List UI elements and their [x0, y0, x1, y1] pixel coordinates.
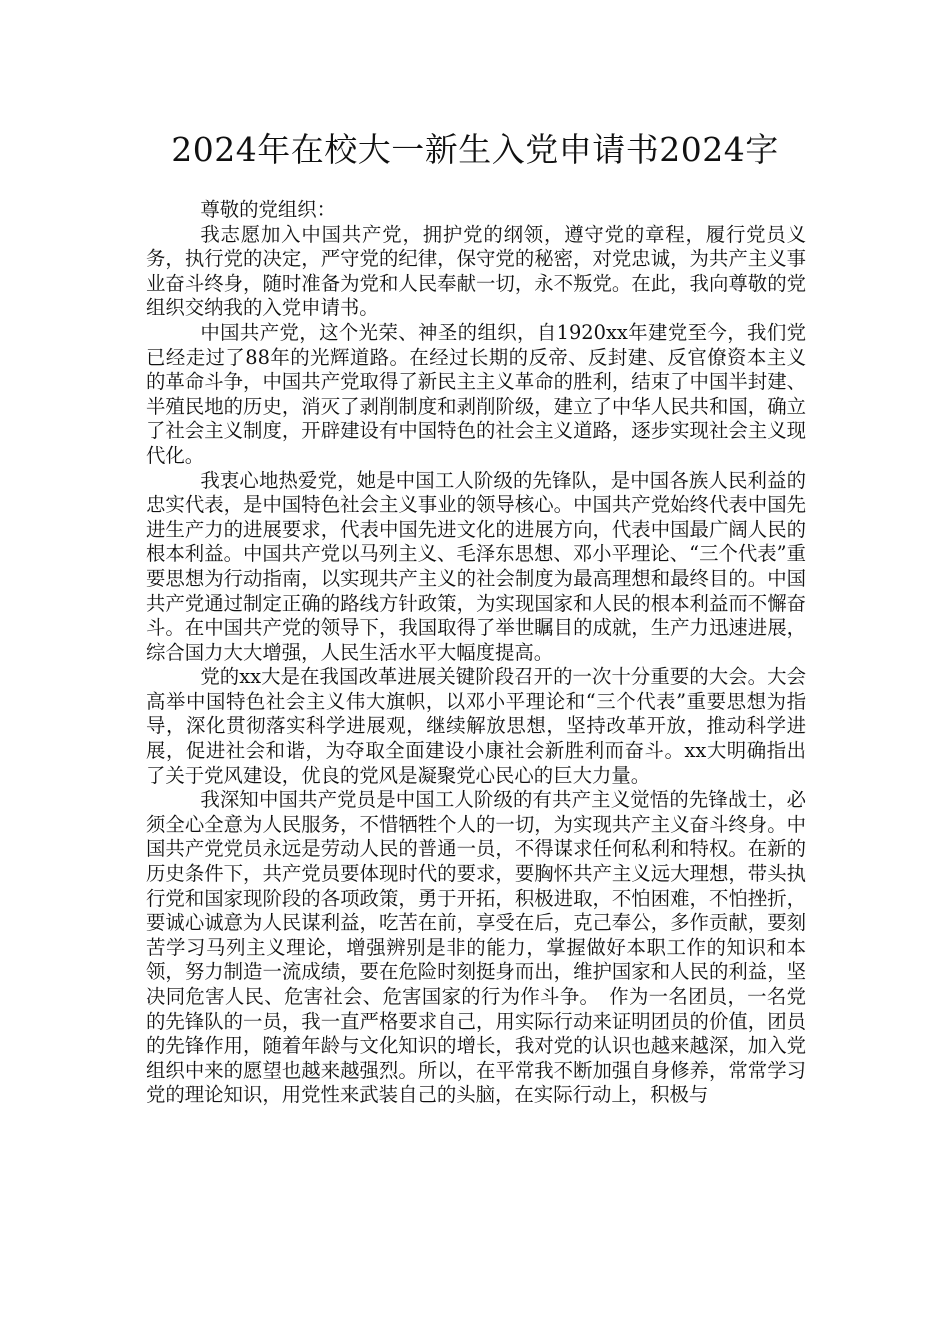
paragraph-1: 我志愿加入中国共产党，拥护党的纲领，遵守党的章程，履行党员义务，执行党的决定，严守党的纪律，保守党的秘密，对党忠诚，为共产主义事业奋斗终身，随时准备为党和人民奉献一切，永不叛党。在此，我向尊敬的党组织交纳我的入党申请书。 — [146, 222, 806, 320]
document-title: 2024年在校大一新生入党申请书2024字 — [171, 130, 779, 169]
paragraph-3: 我衷心地热爱党，她是中国工人阶级的先锋队，是中国各族人民利益的忠实代表，是中国特色社会主义事业的领导核心。中国共产党始终代表中国先进生产力的进展要求，代表中国先进文化的进展方向，代表中国最广阔人民的根本利益。中国共产党以马列主义、毛泽东思想、邓小平理论、“三个代表”重要思想为行动指南，以实现共产主义的社会制度为最高理想和最终目的。中国共产党通过制定正确的路线方针政策，为实现国家和人民的根本利益而不懈奋斗。在中国共产党的领导下，我国取得了举世瞩目的成就，生产力迅速进展，综合国力大大增强，人民生活水平大幅度提高。 — [146, 468, 806, 664]
paragraph-4: 党的xx大是在我国改革进展关键阶段召开的一次十分重要的大会。大会高举中国特色社会主义伟大旗帜，以邓小平理论和“三个代表”重要思想为指导，深化贯彻落实科学进展观，继续解放思想，坚持改革开放，推动科学进展，促进社会和谐，为夺取全面建设小康社会新胜利而奋斗。xx大明确指出了关于党风建设，优良的党风是凝聚党心民心的巨大力量。 — [146, 665, 806, 787]
salutation: 尊敬的党组织： — [200, 198, 337, 221]
document-body — [146, 198, 806, 1108]
paragraph-5: 我深知中国共产党员是中国工人阶级的有共产主义觉悟的先锋战士，必须全心全意为人民服务，不惜牺牲个人的一切，为实现共产主义奋斗终身。中国共产党党员永远是劳动人民的普通一员，不得谋求任何私利和特权。在新的历史条件下，共产党员要体现时代的要求，要胸怀共产主义远大理想，带头执行党和国家现阶段的各项政策，勇于开拓，积极进取，不怕困难，不怕挫折，要诚心诚意为人民谋利益，吃苦在前，享受在后，克己奉公，多作贡献，要刻苦学习马列主义理论，增强辨别是非的能力，掌握做好本职工作的知识和本领，努力制造一流成绩，要在危险时刻挺身而出，维护国家和人民的利益，坚决同危害人民、危害社会、危害国家的行为作斗争。 作为一名团员，一名党的先锋队的一员，我一直严格要求自己，用实际行动来证明团员的价值，团员的先锋作用，随着年龄与文化知识的增长，我对党的认识也越来越深，加入党组织中来的愿望也越来越强烈。所以，在平常我不断加强自身修养，常常学习党的理论知识，用党性来武装自己的头脑，在实际行动上，积极与 — [146, 788, 806, 1107]
paragraph-2: 中国共产党，这个光荣、神圣的组织，自1920xx年建党至今，我们党已经走过了88年的光辉道路。在经过长期的反帝、反封建、反官僚资本主义的革命斗争，中国共产党取得了新民主主义革命的胜利，结束了中国半封建、半殖民地的历史，消灭了剥削制度和剥削阶级，建立了中华人民共和国，确立了社会主义制度，开辟建设有中国特色的社会主义道路，逐步实现社会主义现代化。 — [146, 320, 806, 467]
